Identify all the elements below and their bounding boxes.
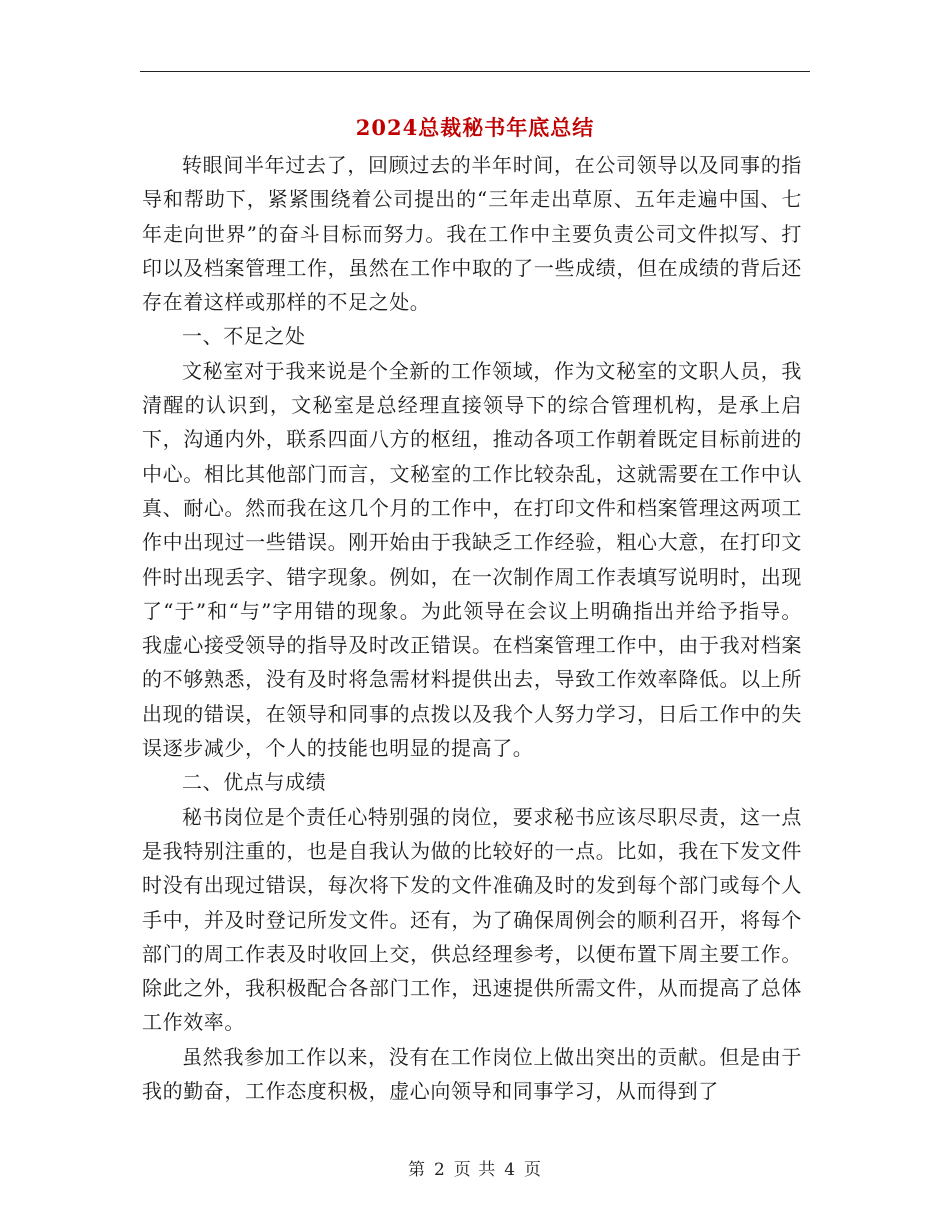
footer-middle: 页 共	[453, 1160, 497, 1180]
footer-prefix: 第	[407, 1160, 426, 1180]
section-heading-shortcomings: 一、不足之处	[182, 324, 306, 349]
paragraph-continued: 虽然我参加工作以来，没有在工作岗位上做出突出的贡献。但是由于我的勤奋，工作态度积极，虚心向领导和同事学习，从而得到了	[142, 1044, 802, 1104]
document-title: 2024总裁秘书年底总结	[355, 115, 595, 140]
footer-total-pages: 4	[504, 1160, 517, 1180]
document-body	[142, 148, 802, 1108]
paragraph-intro: 转眼间半年过去了，回顾过去的半年时间，在公司领导以及同事的指导和帮助下，紧紧围绕着公司提出的“三年走出草原、五年走遍中国、七年走向世界”的奋斗目标而努力。我在工作中主要负责公司文件拟写、打印以及档案管理工作，虽然在工作中取的了一些成绩，但在成绩的背后还存在着这样或那样的不足之处。	[142, 153, 802, 315]
footer-suffix: 页	[524, 1160, 543, 1180]
page-footer	[0, 1155, 950, 1180]
section-heading-strengths: 二、优点与成绩	[182, 770, 327, 795]
paragraph-shortcomings: 文秘室对于我来说是个全新的工作领域，作为文秘室的文职人员，我清醒的认识到，文秘室是总经理直接领导下的综合管理机构，是承上启下，沟通内外，联系四面八方的枢纽，推动各项工作朝着既定目标前进的中心。相比其他部门而言，文秘室的工作比较杂乱，这就需要在工作中认真、耐心。然而我在这几个月的工作中，在打印文件和档案管理这两项工作中出现过一些错误。刚开始由于我缺乏工作经验，粗心大意，在打印文件时出现丢字、错字现象。例如，在一次制作周工作表填写说明时，出现了“于”和“与”字用错的现象。为此领导在会议上明确指出并给予指导。我虚心接受领导的指导及时改正错误。在档案管理工作中，由于我对档案的不够熟悉，没有及时将急需材料提供出去，导致工作效率降低。以上所出现的错误，在领导和同事的点拨以及我个人努力学习，日后工作中的失误逐步减少，个人的技能也明显的提高了。	[142, 358, 802, 761]
footer-current-page: 2	[433, 1160, 446, 1180]
header-rule	[140, 71, 810, 72]
paragraph-strengths: 秘书岗位是个责任心特别强的岗位，要求秘书应该尽职尽责，这一点是我特别注重的，也是自我认为做的比较好的一点。比如，我在下发文件时没有出现过错误，每次将下发的文件准确及时的发到每个部门或每个人手中，并及时登记所发文件。还有，为了确保周例会的顺利召开，将每个部门的周工作表及时收回上交，供总经理参考，以便布置下周主要工作。除此之外，我积极配合各部门工作，迅速提供所需文件，从而提高了总体工作效率。	[142, 804, 802, 1035]
